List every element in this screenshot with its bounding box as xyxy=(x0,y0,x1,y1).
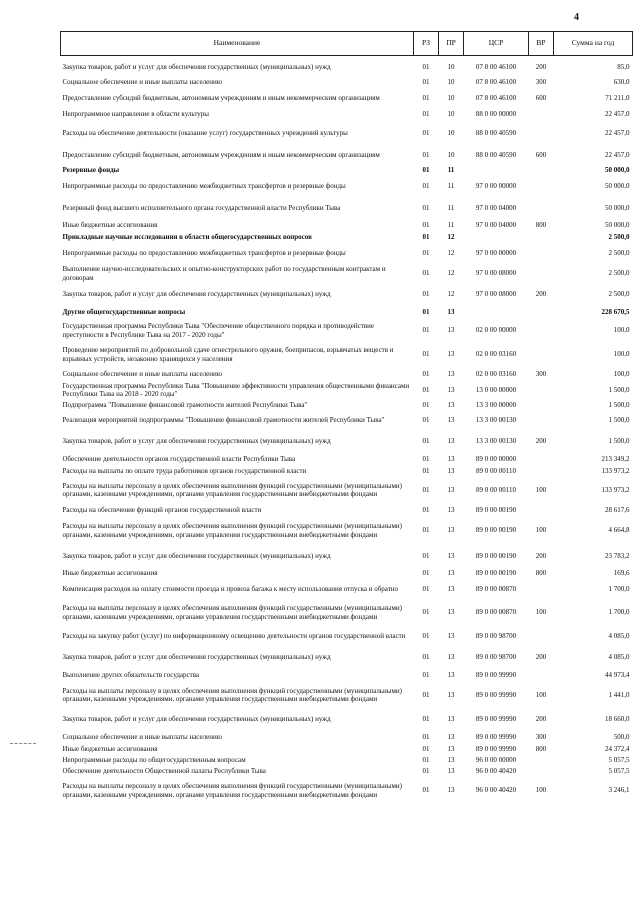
cell-pr: 13 xyxy=(447,551,455,560)
cell-rz: 01 xyxy=(422,690,430,699)
table-row xyxy=(61,320,633,342)
cell-vr: 600 xyxy=(535,93,547,102)
cell-csr: 89 0 00 00000 xyxy=(475,454,517,463)
cell-sum: 28 617,6 xyxy=(605,505,630,514)
table-row xyxy=(61,264,633,284)
cell-csr: 89 0 00 98700 xyxy=(475,632,517,641)
cell-rz: 01 xyxy=(422,551,430,560)
cell-vr xyxy=(529,108,554,122)
table-row xyxy=(61,122,633,146)
cell-rz: 01 xyxy=(422,400,430,409)
cell-sum: 133 973,2 xyxy=(601,466,630,475)
cell-vr xyxy=(529,122,554,146)
cell-vr xyxy=(529,400,554,411)
cell-csr: 07 8 00 46100 xyxy=(475,93,517,102)
cell-rz: 01 xyxy=(422,766,430,775)
cell-name: Другие общегосударственные вопросы xyxy=(62,308,186,317)
cell-rz: 01 xyxy=(422,466,430,475)
cell-rz: 01 xyxy=(422,732,430,741)
cell-rz: 01 xyxy=(422,505,430,514)
table-row xyxy=(61,306,633,320)
cell-csr: 13 3 00 00130 xyxy=(475,436,517,445)
table-row xyxy=(61,411,633,430)
cell-pr: 13 xyxy=(447,454,455,463)
cell-sum: 1 500,0 xyxy=(608,415,630,424)
cell-sum: 213 349,2 xyxy=(601,454,630,463)
table-row xyxy=(61,504,633,517)
cell-sum: 2 500,0 xyxy=(608,290,630,299)
cell-name: Расходы на выплаты персоналу в целях обеспечения выполнения функций государственными (муниципальными) органами, казенными учреждениями, органами управления государственными внебюджетными фондами xyxy=(62,782,403,799)
cell-name: Резервный фонд высшего исполнительного органа государственной власти Республики Тыва xyxy=(62,204,341,213)
cell-name: Государственная программа Республики Тыва "Повышение эффективности управления общественными финансами Республики Тыва на 2018 - 2020 годы" xyxy=(62,381,410,398)
cell-pr: 13 xyxy=(447,732,455,741)
cell-name: Реализация мероприятий подпрограммы "Повышение финансовой грамотности жителей Республики Тыва" xyxy=(62,415,385,424)
cell-name: Непрограммное направление в области культуры xyxy=(62,110,209,119)
cell-sum: 169,6 xyxy=(613,569,630,578)
cell-rz: 01 xyxy=(422,326,430,335)
cell-vr: 100 xyxy=(535,608,547,617)
cell-name: Подпрограмма "Повышение финансовой грамотности жителей Республики Тыва" xyxy=(62,400,308,409)
table-row xyxy=(61,108,633,122)
cell-pr: 13 xyxy=(447,608,455,617)
header-name: Наименование xyxy=(61,32,414,56)
cell-sum: 228 670,5 xyxy=(601,308,630,317)
page-number: 4 xyxy=(574,12,579,23)
table-row xyxy=(61,627,633,647)
cell-rz: 01 xyxy=(422,150,430,159)
cell-pr: 13 xyxy=(447,369,455,378)
cell-rz: 01 xyxy=(422,569,430,578)
table-row xyxy=(61,755,633,766)
cell-name: Закупка товаров, работ и услуг для обеспечения государственных (муниципальных) нужд xyxy=(62,715,331,724)
cell-vr xyxy=(529,176,554,198)
cell-vr: 800 xyxy=(535,744,547,753)
cell-name: Непрограммные расходы по предоставлению межбюджетных трансфертов и резервные фонды xyxy=(62,248,346,257)
cell-rz: 01 xyxy=(422,63,430,72)
header-pr: ПР xyxy=(439,32,464,56)
cell-rz: 01 xyxy=(422,93,430,102)
cell-vr: 100 xyxy=(535,526,547,535)
cell-pr: 13 xyxy=(447,755,455,764)
table-row xyxy=(61,647,633,669)
cell-sum: 71 211,0 xyxy=(605,93,630,102)
cell-sum: 1 500,0 xyxy=(608,436,630,445)
cell-rz: 01 xyxy=(422,308,430,317)
cell-pr: 12 xyxy=(447,248,455,257)
cell-pr: 11 xyxy=(447,204,455,213)
table-row xyxy=(61,517,633,545)
table-row xyxy=(61,580,633,599)
cell-rz: 01 xyxy=(422,715,430,724)
table-row xyxy=(61,430,633,453)
table-row xyxy=(61,284,633,306)
cell-name: Закупка товаров, работ и услуг для обеспечения государственных (муниципальных) нужд xyxy=(62,653,331,662)
table-row xyxy=(61,669,633,682)
cell-name: Выполнение других обязательств государства xyxy=(62,670,200,679)
cell-rz: 01 xyxy=(422,350,430,359)
table-row xyxy=(61,766,633,777)
cell-name: Социальное обеспечение и иные выплаты населению xyxy=(62,78,222,87)
cell-pr: 13 xyxy=(447,350,455,359)
cell-csr: 02 0 00 03160 xyxy=(475,350,517,359)
cell-rz: 01 xyxy=(422,290,430,299)
cell-pr: 13 xyxy=(447,744,455,753)
cell-name: Социальное обеспечение и иные выплаты населению xyxy=(62,732,222,741)
cell-csr: 89 0 00 00190 xyxy=(475,551,517,560)
cell-name: Проведение мероприятий по добровольной сдаче огнестрельного оружия, боеприпасов, взрывчатых веществ и взрывных устройств, незаконно хранящихся у населения xyxy=(62,346,394,363)
cell-csr xyxy=(464,232,529,243)
cell-name: Резервные фонды xyxy=(62,165,120,174)
cell-vr: 100 xyxy=(535,485,547,494)
cell-rz: 01 xyxy=(422,632,430,641)
cell-vr: 200 xyxy=(535,551,547,560)
cell-csr: 89 0 00 00870 xyxy=(475,584,517,593)
cell-vr xyxy=(529,766,554,777)
cell-sum: 5 057,5 xyxy=(608,766,630,775)
cell-sum: 1 500,0 xyxy=(608,400,630,409)
cell-name: Непрограммные расходы по общегосударственным вопросам xyxy=(62,755,246,764)
cell-rz: 01 xyxy=(422,232,430,241)
cell-sum: 50 000,0 xyxy=(605,182,630,191)
cell-csr: 89 0 00 99990 xyxy=(475,744,517,753)
cell-csr xyxy=(464,165,529,176)
header-vr: ВР xyxy=(529,32,554,56)
cell-csr: 97 0 00 00000 xyxy=(475,182,517,191)
table-row xyxy=(61,568,633,580)
cell-sum: 100,0 xyxy=(613,350,630,359)
table-row xyxy=(61,453,633,466)
cell-name: Расходы на выплаты персоналу в целях обеспечения выполнения функций государственными (муниципальными) органами, казенными учреждениями, органами управления государственными внебюджетными фондами xyxy=(62,604,403,621)
table-row xyxy=(61,232,633,243)
cell-vr: 100 xyxy=(535,786,547,795)
cell-rz: 01 xyxy=(422,110,430,119)
cell-rz: 01 xyxy=(422,653,430,662)
table-header-row xyxy=(61,32,633,56)
cell-pr: 10 xyxy=(447,129,455,138)
cell-csr: 02 0 00 03160 xyxy=(475,369,517,378)
cell-name: Иные бюджетные ассигнования xyxy=(62,569,158,578)
cell-csr: 89 0 00 00190 xyxy=(475,505,517,514)
cell-pr: 10 xyxy=(447,63,455,72)
cell-vr: 300 xyxy=(535,78,547,87)
cell-name: Предоставление субсидий бюджетным, автономным учреждениям и иным некоммерческим организациям xyxy=(62,93,380,102)
table-row xyxy=(61,176,633,198)
cell-vr xyxy=(529,411,554,430)
cell-pr: 11 xyxy=(447,182,455,191)
cell-rz: 01 xyxy=(422,369,430,378)
cell-name: Выполнение научно-исследовательских и опытно-конструкторских работ по государственным контрактам и договорам xyxy=(62,265,386,282)
cell-pr: 12 xyxy=(447,290,455,299)
cell-sum: 1 700,0 xyxy=(608,584,630,593)
cell-sum: 133 973,2 xyxy=(601,485,630,494)
cell-name: Закупка товаров, работ и услуг для обеспечения государственных (муниципальных) нужд xyxy=(62,436,331,445)
cell-csr: 96 0 00 40420 xyxy=(475,766,517,775)
cell-vr: 300 xyxy=(535,732,547,741)
cell-pr: 13 xyxy=(447,385,455,394)
table-row xyxy=(61,243,633,264)
cell-vr xyxy=(529,381,554,400)
cell-sum: 1 700,0 xyxy=(608,608,630,617)
cell-name: Расходы на обеспечение функций органов государственной власти xyxy=(62,505,262,514)
cell-pr: 13 xyxy=(447,526,455,535)
cell-vr xyxy=(529,504,554,517)
cell-pr: 12 xyxy=(447,269,455,278)
cell-csr: 13 3 00 00130 xyxy=(475,415,517,424)
cell-sum: 22 457,0 xyxy=(605,110,630,119)
cell-pr: 13 xyxy=(447,715,455,724)
table-row xyxy=(61,777,633,805)
cell-sum: 1 500,0 xyxy=(608,385,630,394)
table-row xyxy=(61,545,633,568)
cell-name: Расходы на выплаты по оплате труда работников органов государственной власти xyxy=(62,466,307,475)
cell-sum: 85,0 xyxy=(617,63,630,72)
cell-vr xyxy=(529,198,554,220)
cell-pr: 11 xyxy=(447,165,455,174)
cell-vr xyxy=(529,627,554,647)
cell-csr: 97 0 00 08000 xyxy=(475,269,517,278)
cell-pr: 13 xyxy=(447,415,455,424)
cell-vr xyxy=(529,165,554,176)
cell-vr xyxy=(529,243,554,264)
cell-pr: 13 xyxy=(447,632,455,641)
table-body xyxy=(61,56,633,805)
cell-rz: 01 xyxy=(422,165,430,174)
cell-pr: 12 xyxy=(447,232,455,241)
cell-name: Иные бюджетные ассигнования xyxy=(62,221,158,230)
cell-pr: 13 xyxy=(447,584,455,593)
cell-csr: 88 0 00 00000 xyxy=(475,110,517,119)
cell-pr: 13 xyxy=(447,690,455,699)
cell-rz: 01 xyxy=(422,204,430,213)
cell-sum: 100,0 xyxy=(613,326,630,335)
cell-name: Предоставление субсидий бюджетным, автономным учреждениям и иным некоммерческим организациям xyxy=(62,150,380,159)
cell-pr: 13 xyxy=(447,670,455,679)
cell-rz: 01 xyxy=(422,221,430,230)
cell-csr: 96 0 00 00000 xyxy=(475,755,517,764)
cell-vr xyxy=(529,342,554,368)
cell-rz: 01 xyxy=(422,670,430,679)
cell-rz: 01 xyxy=(422,786,430,795)
cell-sum: 18 660,0 xyxy=(605,715,630,724)
cell-sum: 2 500,0 xyxy=(608,232,630,241)
cell-sum: 22 457,0 xyxy=(605,129,630,138)
cell-vr: 100 xyxy=(535,690,547,699)
table-row xyxy=(61,146,633,165)
cell-csr: 89 0 00 99990 xyxy=(475,715,517,724)
cell-vr: 200 xyxy=(535,290,547,299)
cell-vr: 300 xyxy=(535,369,547,378)
margin-mark xyxy=(10,743,36,745)
cell-name: Непрограммные расходы по предоставлению межбюджетных трансфертов и резервные фонды xyxy=(62,182,346,191)
table-row xyxy=(61,220,633,232)
cell-name: Закупка товаров, работ и услуг для обеспечения государственных (муниципальных) нужд xyxy=(62,551,331,560)
cell-sum: 100,0 xyxy=(613,369,630,378)
table-row xyxy=(61,56,633,77)
cell-rz: 01 xyxy=(422,269,430,278)
cell-csr: 89 0 00 98700 xyxy=(475,653,517,662)
cell-pr: 10 xyxy=(447,78,455,87)
cell-vr: 200 xyxy=(535,653,547,662)
cell-vr: 200 xyxy=(535,436,547,445)
cell-vr: 800 xyxy=(535,569,547,578)
cell-pr: 13 xyxy=(447,485,455,494)
table-row xyxy=(61,744,633,755)
cell-rz: 01 xyxy=(422,454,430,463)
cell-name: Государственная программа Республики Тыва "Обеспечение общественного порядка и противодействие преступности в Республике Тыва на 2017 - 2020 годы" xyxy=(62,322,374,339)
cell-csr: 89 0 00 00190 xyxy=(475,569,517,578)
cell-vr xyxy=(529,306,554,320)
cell-rz: 01 xyxy=(422,436,430,445)
table-row xyxy=(61,198,633,220)
table-row xyxy=(61,342,633,368)
cell-sum: 2 500,0 xyxy=(608,248,630,257)
table-row xyxy=(61,599,633,627)
table-row xyxy=(61,400,633,411)
cell-pr: 11 xyxy=(447,221,455,230)
cell-vr xyxy=(529,669,554,682)
cell-rz: 01 xyxy=(422,182,430,191)
cell-pr: 10 xyxy=(447,150,455,159)
cell-vr xyxy=(529,320,554,342)
cell-csr: 89 0 00 00190 xyxy=(475,526,517,535)
cell-csr: 97 0 00 08000 xyxy=(475,290,517,299)
cell-name: Расходы на закупку работ (услуг) по информационному освещению деятельности органов государственной власти xyxy=(62,632,406,641)
cell-rz: 01 xyxy=(422,385,430,394)
cell-name: Иные бюджетные ассигнования xyxy=(62,744,158,753)
cell-pr: 13 xyxy=(447,466,455,475)
cell-rz: 01 xyxy=(422,584,430,593)
table-row xyxy=(61,731,633,744)
table-row xyxy=(61,165,633,176)
cell-csr: 89 0 00 99990 xyxy=(475,690,517,699)
cell-csr: 88 0 00 40590 xyxy=(475,129,517,138)
cell-sum: 2 500,0 xyxy=(608,269,630,278)
table-row xyxy=(61,682,633,709)
table-row xyxy=(61,77,633,89)
cell-name: Закупка товаров, работ и услуг для обеспечения государственных (муниципальных) нужд xyxy=(62,290,331,299)
budget-table xyxy=(60,31,633,805)
cell-sum: 630,0 xyxy=(613,78,630,87)
cell-vr xyxy=(529,453,554,466)
cell-rz: 01 xyxy=(422,608,430,617)
table-row xyxy=(61,381,633,400)
cell-vr: 800 xyxy=(535,221,547,230)
cell-pr: 13 xyxy=(447,505,455,514)
cell-pr: 13 xyxy=(447,308,455,317)
cell-csr: 96 0 00 40420 xyxy=(475,786,517,795)
cell-sum: 44 973,4 xyxy=(605,670,630,679)
cell-name: Закупка товаров, работ и услуг для обеспечения государственных (муниципальных) нужд xyxy=(62,63,331,72)
cell-csr: 89 0 00 00870 xyxy=(475,608,517,617)
cell-name: Социальное обеспечение и иные выплаты населению xyxy=(62,369,222,378)
cell-sum: 4 085,0 xyxy=(608,653,630,662)
cell-csr: 89 0 00 99990 xyxy=(475,670,517,679)
cell-csr: 07 8 00 46100 xyxy=(475,63,517,72)
cell-name: Обеспечение деятельности Общественной палаты Республики Тыва xyxy=(62,766,266,775)
header-rz: РЗ xyxy=(414,32,439,56)
cell-csr: 89 0 00 99990 xyxy=(475,732,517,741)
cell-vr xyxy=(529,580,554,599)
table-row xyxy=(61,368,633,381)
cell-pr: 13 xyxy=(447,653,455,662)
cell-sum: 50 000,0 xyxy=(605,204,630,213)
cell-vr xyxy=(529,466,554,477)
cell-csr xyxy=(464,306,529,320)
cell-vr: 200 xyxy=(535,63,547,72)
header-sum: Сумма на год xyxy=(554,32,633,56)
cell-sum: 1 441,0 xyxy=(608,690,630,699)
cell-sum: 50 000,0 xyxy=(605,165,630,174)
cell-csr: 89 0 00 00110 xyxy=(476,466,516,475)
cell-vr xyxy=(529,755,554,766)
cell-sum: 22 457,0 xyxy=(605,150,630,159)
cell-rz: 01 xyxy=(422,485,430,494)
cell-name: Компенсация расходов на оплату стоимости проезда и провоза багажа к месту использования отпуска и обратно xyxy=(62,584,399,593)
cell-pr: 13 xyxy=(447,326,455,335)
cell-sum: 4 664,8 xyxy=(608,526,630,535)
cell-vr xyxy=(529,232,554,243)
cell-name: Прикладные научные исследования в области общегосударственных вопросов xyxy=(62,232,312,241)
cell-rz: 01 xyxy=(422,755,430,764)
cell-sum: 24 372,4 xyxy=(605,744,630,753)
cell-pr: 10 xyxy=(447,110,455,119)
cell-csr: 97 0 00 00000 xyxy=(475,248,517,257)
cell-pr: 13 xyxy=(447,766,455,775)
table-row xyxy=(61,466,633,477)
cell-sum: 23 783,2 xyxy=(605,551,630,560)
cell-csr: 89 0 00 00110 xyxy=(476,485,516,494)
cell-csr: 97 0 00 04000 xyxy=(475,221,517,230)
cell-csr: 07 8 00 46100 xyxy=(475,78,517,87)
cell-vr: 600 xyxy=(535,150,547,159)
cell-name: Расходы на выплаты персоналу в целях обеспечения выполнения функций государственными (муниципальными) органами, казенными учреждениями, органами управления государственными внебюджетными фондами xyxy=(62,522,403,539)
cell-csr: 13 3 00 00000 xyxy=(475,400,517,409)
cell-pr: 13 xyxy=(447,786,455,795)
cell-rz: 01 xyxy=(422,744,430,753)
cell-rz: 01 xyxy=(422,78,430,87)
cell-rz: 01 xyxy=(422,248,430,257)
cell-name: Расходы на выплаты персоналу в целях обеспечения выполнения функций государственными (муниципальными) органами, казенными учреждениями, органами управления государственными внебюджетными фондами xyxy=(62,481,403,498)
cell-name: Расходы на выплаты персоналу в целях обеспечения выполнения функций государственными (муниципальными) органами, казенными учреждениями, органами управления государственными внебюджетными фондами xyxy=(62,686,403,703)
cell-pr: 13 xyxy=(447,400,455,409)
cell-csr: 88 0 00 40590 xyxy=(475,150,517,159)
cell-csr: 13 0 00 00000 xyxy=(475,385,517,394)
cell-name: Обеспечение деятельности органов государственной власти Республики Тыва xyxy=(62,454,296,463)
cell-sum: 4 085,0 xyxy=(608,632,630,641)
cell-sum: 3 246,1 xyxy=(608,786,630,795)
cell-sum: 500,0 xyxy=(613,732,630,741)
cell-pr: 13 xyxy=(447,436,455,445)
cell-rz: 01 xyxy=(422,129,430,138)
cell-csr: 97 0 00 04000 xyxy=(475,204,517,213)
cell-vr xyxy=(529,264,554,284)
cell-sum: 50 000,0 xyxy=(605,221,630,230)
cell-name: Расходы на обеспечение деятельности (оказание услуг) государственных учреждений культуры xyxy=(62,129,348,138)
cell-pr: 13 xyxy=(447,569,455,578)
table-row xyxy=(61,477,633,504)
cell-vr: 200 xyxy=(535,715,547,724)
table-row xyxy=(61,89,633,108)
header-csr: ЦСР xyxy=(464,32,529,56)
cell-sum: 5 057,5 xyxy=(608,755,630,764)
cell-pr: 10 xyxy=(447,93,455,102)
table-row xyxy=(61,709,633,731)
cell-rz: 01 xyxy=(422,415,430,424)
cell-csr: 02 0 00 00000 xyxy=(475,326,517,335)
cell-rz: 01 xyxy=(422,526,430,535)
